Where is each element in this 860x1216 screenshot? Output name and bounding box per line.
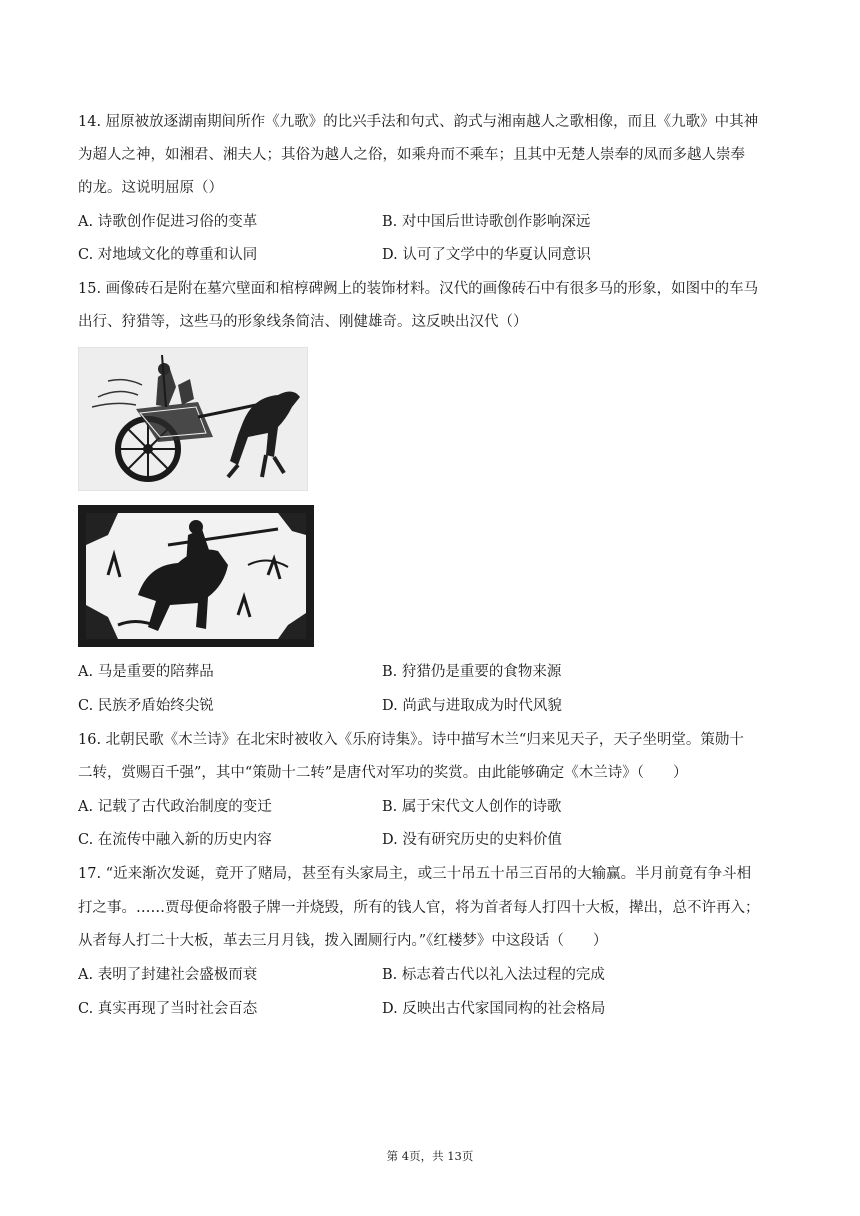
q17-stem-line-2: 打之事。……贾母便命将骰子牌一并烧毁，所有的钱人官，将为首者每人打四十大板，撵出，总不许再入； [78, 900, 760, 916]
q15-option-a: A. 马是重要的陪葬品 [78, 664, 214, 680]
q17-option-a: A. 表明了封建社会盛极而衰 [78, 967, 258, 983]
q16-stem-line-1: 16. 北朝民歌《木兰诗》在北宋时被收入《乐府诗集》。诗中描写木兰“归来见天子，天子坐明堂。策勋十 [78, 732, 744, 748]
q14-stem-line-3: 的龙。这说明屈原（） [78, 180, 223, 196]
q16-option-c: C. 在流传中融入新的历史内容 [78, 832, 272, 848]
q17-stem-line-1: 17. “近来渐次发诞，竟开了赌局，甚至有头家局主，或三十吊五十吊三百吊的大输赢。半月前竟有争斗相 [78, 866, 752, 882]
q14-stem-line-1: 14. 屈原被放逐湖南期间所作《九歌》的比兴手法和句式、韵式与湘南越人之歌相像，而且《九歌》中其神 [78, 114, 759, 130]
q16-stem-line-2: 二转，赏赐百千强”，其中“策勋十二转”是唐代对军功的奖赏。由此能够确定《木兰诗》（ ） [78, 765, 688, 781]
q15-option-d: D. 尚武与进取成为时代风貌 [382, 698, 562, 714]
q15-stem-line-1: 15. 画像砖石是附在墓穴壁面和棺椁碑阙上的装饰材料。汉代的画像砖石中有很多马的形象，如图中的车马 [78, 281, 759, 297]
q15-stem-line-2: 出行、狩猎等，这些马的形象线条简洁、刚健雄奇。这反映出汉代（） [78, 314, 528, 330]
q16-option-d: D. 没有研究历史的史料价值 [382, 832, 562, 848]
q16-option-b: B. 属于宋代文人创作的诗歌 [382, 799, 562, 815]
q14-option-b: B. 对中国后世诗歌创作影响深远 [382, 214, 591, 230]
q14-option-d: D. 认可了文学中的华夏认同意识 [382, 247, 591, 263]
hunting-rubbing-image [78, 505, 314, 647]
q17-option-c: C. 真实再现了当时社会百态 [78, 1001, 258, 1017]
page-footer: 第 4页，共 13页 [386, 1149, 474, 1163]
q14-option-a: A. 诗歌创作促进习俗的变革 [78, 214, 258, 230]
q17-option-d: D. 反映出古代家国同构的社会格局 [382, 1001, 606, 1017]
q17-option-b: B. 标志着古代以礼入法过程的完成 [382, 967, 605, 983]
q14-stem-line-2: 为超人之神，如湘君、湘夫人；其俗为越人之俗，如乘舟而不乘车；且其中无楚人崇奉的凤而多越人崇奉 [78, 147, 745, 163]
q16-option-a: A. 记载了古代政治制度的变迁 [78, 799, 272, 815]
q14-option-c: C. 对地域文化的尊重和认同 [78, 247, 258, 263]
q15-option-b: B. 狩猎仍是重要的食物来源 [382, 664, 562, 680]
q17-stem-line-3: 从者每人打二十大板，革去三月月钱，拨入圊厕行内。”《红楼梦》中这段话（ ） [78, 933, 608, 949]
chariot-rubbing-image [78, 347, 308, 491]
q15-option-c: C. 民族矛盾始终尖锐 [78, 698, 214, 714]
